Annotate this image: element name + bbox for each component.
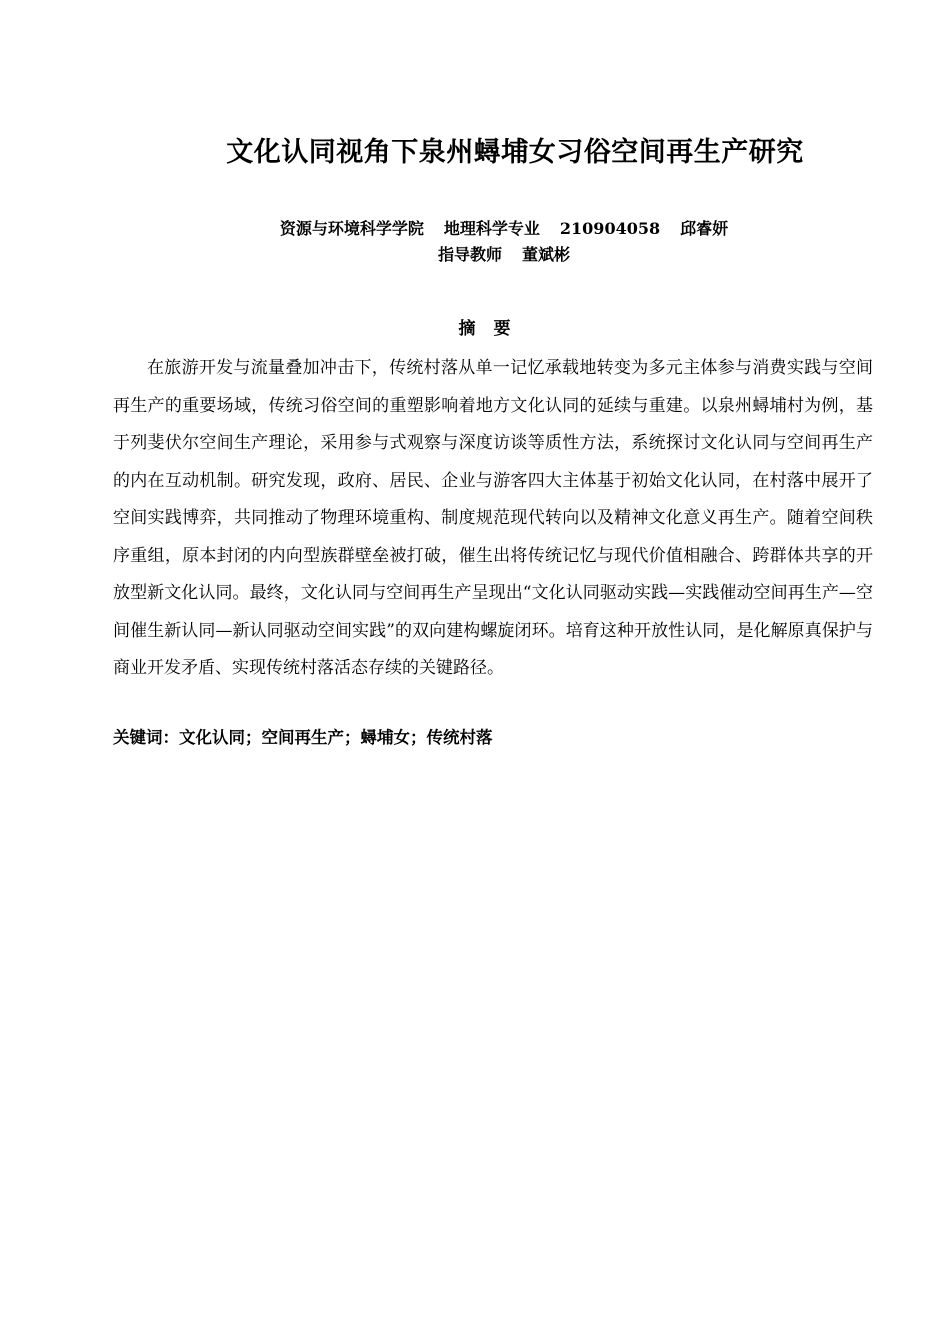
advisor-label: 指导教师 [437,245,502,264]
paper-title: 文化认同视角下泉州蟳埔女习俗空间再生产研究 [226,137,804,168]
author-line [0,217,950,241]
abstract-body: 在旅游开发与流量叠加冲击下，传统村落从单一记忆承载地转变为多元主体参与消费实践与空间再生产的重要场域，传统习俗空间的重塑影响着地方文化认同的延续与重建。以泉州蟳埔村为例，基于列斐伏尔空间生产理论，采用参与式观察与深度访谈等质性方法，系统探讨文化认同与空间再生产的内在互动机制。研究发现，政府、居民、企业与游客四大主体基于初始文化认同，在村落中展开了空间实践博弈，共同推动了物理环境重构、制度规范现代转向以及精神文化意义再生产。随着空间秩序重组，原本封闭的内向型族群壁垒被打破，催生出将传统记忆与现代价值相融合、跨群体共享的开放型新文化认同。最终，文化认同与空间再生产呈现出“文化认同驱动实践—实践催动空间再生产—空间催生新认同—新认同驱动空间实践”的双向建构螺旋闭环。培育这种开放性认同，是化解原真保护与商业开发矛盾、实现传统村落活态存续的关键路径。 [113,358,873,678]
abstract-heading: 摘 要 [458,319,517,339]
keywords-line: 关键词：文化认同；空间再生产；蟳埔女；传统村落 [113,728,493,747]
author-major: 地理科学专业 [443,219,540,238]
author-student-id: 210904058 [559,219,661,238]
author-school: 资源与环境科学学院 [279,219,424,238]
advisor-line [0,243,950,267]
author-name: 邱睿妍 [680,219,729,238]
advisor-name: 董斌彬 [522,245,571,264]
